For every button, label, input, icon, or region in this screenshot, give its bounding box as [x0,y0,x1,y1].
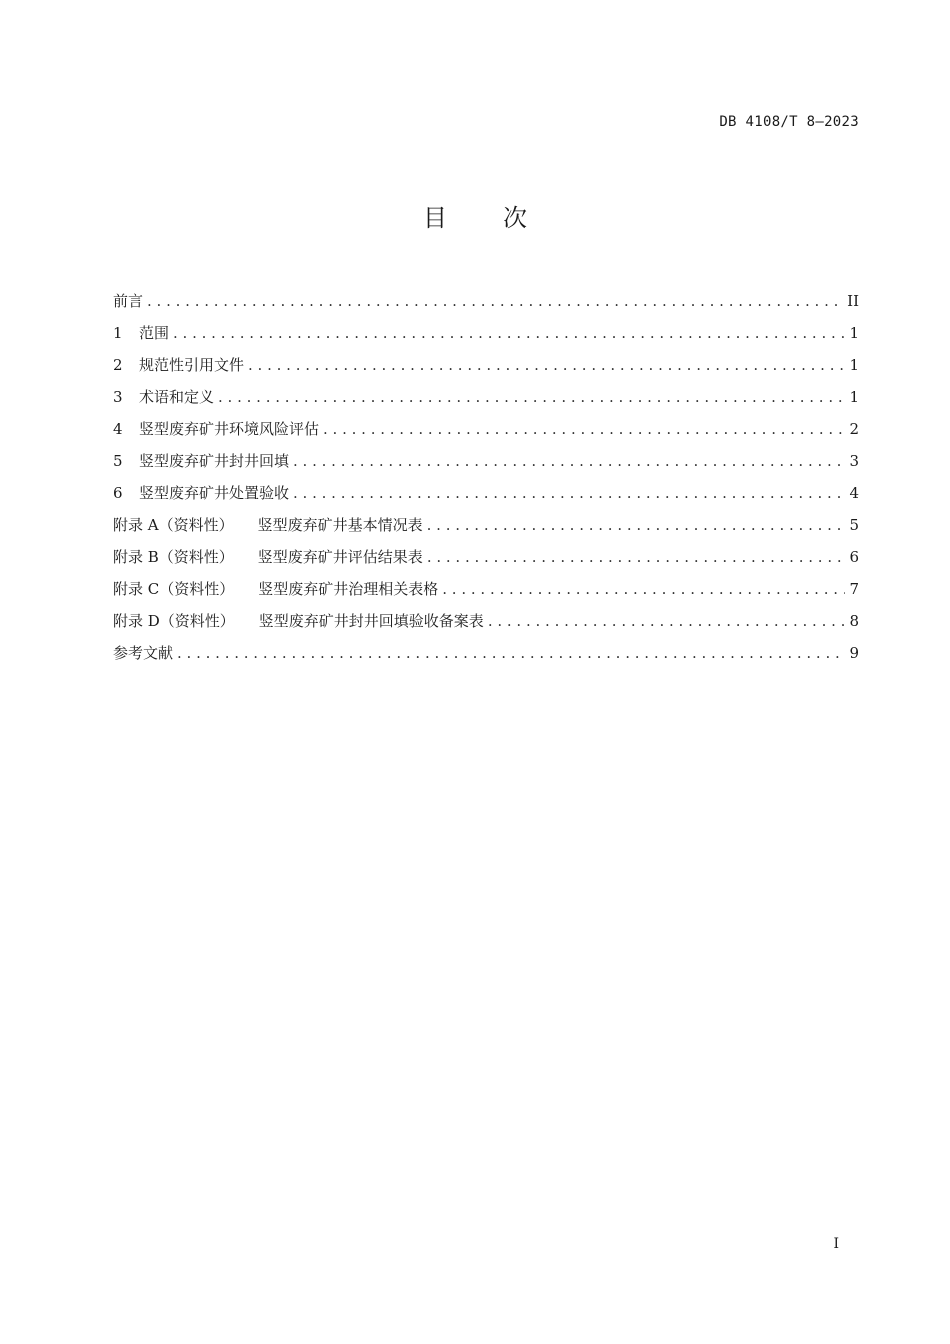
toc-item-normative-references[interactable] [113,349,859,381]
toc-item-number: 1 [113,324,123,342]
toc-item-references[interactable] [113,637,859,669]
page-number: I [833,1236,839,1252]
toc-dot-leader [323,413,845,445]
toc-item-page: 1 [849,324,859,342]
toc-item-foreword[interactable] [113,285,859,317]
toc-item-label: 术语和定义 [139,388,215,406]
toc-list [113,285,859,669]
document-id: DB 4108/T 8—2023 [719,114,859,130]
toc-appendix-label: 附录 D（资料性） [113,612,235,630]
toc-item-label: 规范性引用文件 [139,356,245,374]
toc-title-right: 次 [503,204,527,232]
toc-dot-leader [488,605,846,637]
toc-item-page: 9 [849,644,859,662]
toc-item-sealing-backfill[interactable] [113,445,859,477]
toc-dot-leader [147,285,843,317]
toc-dot-leader [293,477,845,509]
toc-item-page: 6 [849,548,859,566]
toc-item-label: 竖型废弃矿井处置验收 [139,484,290,502]
toc-appendix-title: 竖型废弃矿井基本情况表 [257,516,423,534]
toc-appendix-label: 附录 B（资料性） [113,548,234,566]
toc-item-page: 1 [849,388,859,406]
toc-item-risk-assessment[interactable] [113,413,859,445]
toc-appendix-title: 竖型废弃矿井治理相关表格 [258,580,439,598]
toc-item-label: 前言 [113,292,144,310]
toc-item-number: 3 [113,388,123,406]
toc-dot-leader [177,637,845,669]
toc-dot-leader [173,317,845,349]
toc-item-number: 2 [113,356,123,374]
toc-title-left: 目 [423,204,447,232]
toc-item-page: 1 [849,356,859,374]
toc-item-appendix-a[interactable] [113,509,859,541]
toc-item-page: II [847,292,859,310]
toc-item-scope[interactable] [113,317,859,349]
toc-item-page: 8 [849,612,859,630]
toc-appendix-title: 竖型废弃矿井评估结果表 [257,548,423,566]
toc-title [0,198,950,233]
toc-item-label: 竖型废弃矿井环境风险评估 [139,420,320,438]
toc-appendix-title: 竖型废弃矿井封井回填验收备案表 [258,612,484,630]
toc-item-label: 范围 [139,324,170,342]
toc-item-appendix-d[interactable] [113,605,859,637]
toc-item-label: 竖型废弃矿井封井回填 [139,452,290,470]
toc-item-page: 2 [849,420,859,438]
toc-appendix-label: 附录 A（资料性） [113,516,234,534]
toc-item-number: 4 [113,420,123,438]
toc-item-number: 5 [113,452,123,470]
toc-dot-leader [427,509,846,541]
toc-item-appendix-b[interactable] [113,541,859,573]
toc-dot-leader [442,573,845,605]
toc-appendix-label: 附录 C（资料性） [113,580,235,598]
toc-item-page: 5 [849,516,859,534]
toc-dot-leader [427,541,846,573]
toc-dot-leader [293,445,845,477]
toc-item-number: 6 [113,484,123,502]
toc-item-appendix-c[interactable] [113,573,859,605]
toc-item-page: 4 [849,484,859,502]
toc-item-label: 参考文献 [113,644,174,662]
toc-dot-leader [248,349,845,381]
toc-item-page: 7 [849,580,859,598]
toc-item-page: 3 [849,452,859,470]
toc-dot-leader [218,381,845,413]
toc-item-disposal-acceptance[interactable] [113,477,859,509]
toc-item-terms-definitions[interactable] [113,381,859,413]
